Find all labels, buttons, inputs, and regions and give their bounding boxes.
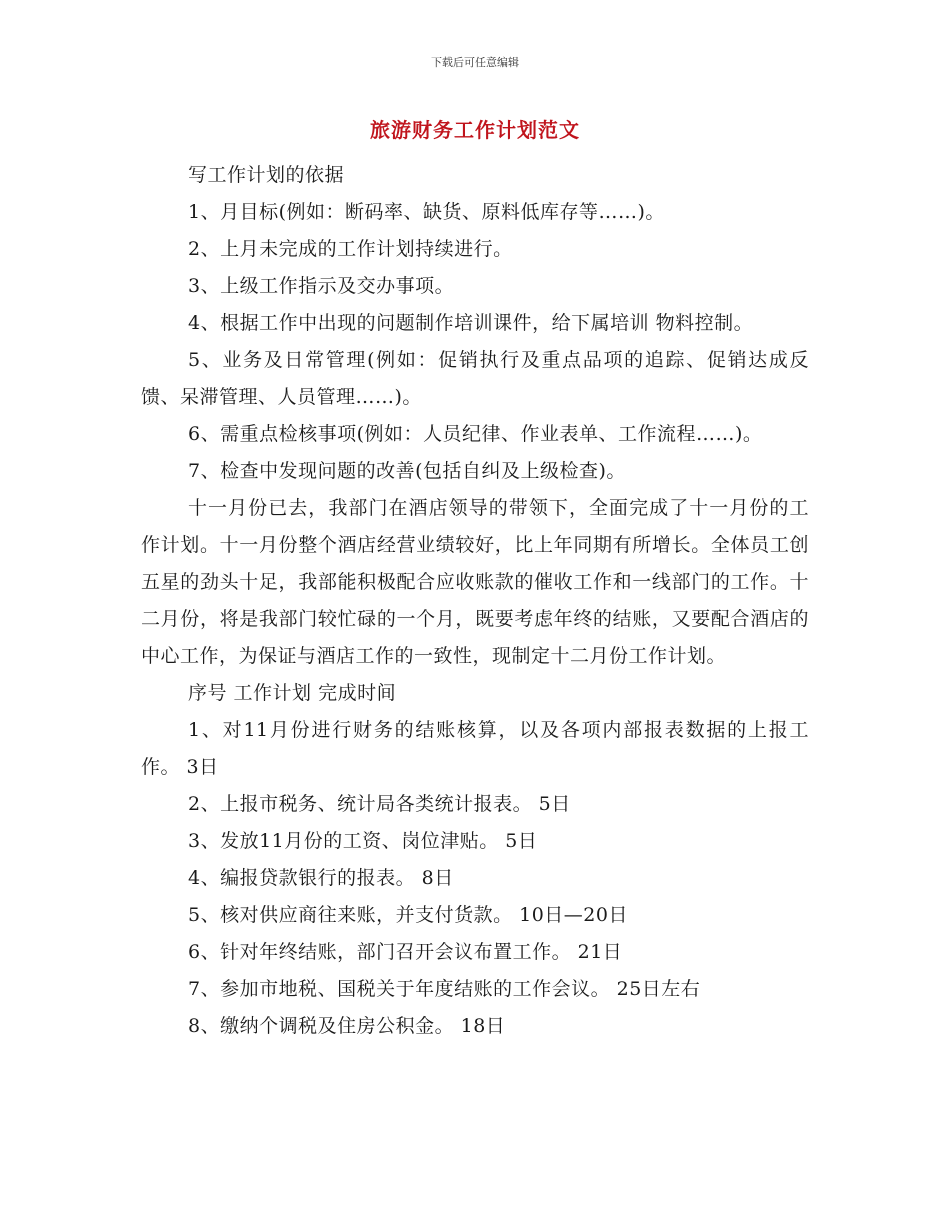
plan-item-6: 6、针对年终结账，部门召开会议布置工作。 21日 [188,941,623,963]
plan-item-2: 2、上报市税务、统计局各类统计报表。 5日 [188,793,571,815]
plan-item-5: 5、核对供应商往来账，并支付货款。 10日—20日 [188,904,628,926]
paragraph-basis-heading: 写工作计划的依据 [188,164,345,186]
paragraph-item-7: 7、检查中发现问题的改善(包括自纠及上级检查)。 [188,460,626,482]
paragraph-item-5: 5、业务及日常管理(例如：促销执行及重点品项的追踪、促销达成反馈、呆滞管理、人员管理……)。 [141,349,809,408]
paragraph-item-6: 6、需重点检核事项(例如：人员纪律、作业表单、工作流程……)。 [188,423,763,445]
plan-item-3: 3、发放11月份的工资、岗位津贴。 5日 [188,830,538,852]
document-body [141,157,809,1045]
paragraph-item-3: 3、上级工作指示及交办事项。 [188,275,455,297]
paragraph-item-1: 1、月目标(例如：断码率、缺货、原料低库存等……)。 [188,201,665,223]
paragraph-item-2: 2、上月未完成的工作计划持续进行。 [188,238,513,260]
plan-item-7: 7、参加市地税、国税关于年度结账的工作会议。 25日左右 [188,978,701,1000]
document-title: 旅游财务工作计划范文 [370,118,580,142]
header-note: 下载后可任意编辑 [431,56,519,69]
paragraph-summary: 十一月份已去，我部门在酒店领导的带领下，全面完成了十一月份的工作计划。十一月份整个酒店经营业绩较好，比上年同期有所增长。全体员工创五星的劲头十足，我部能积极配合应收账款的催收工作和一线部门的工作。十二月份，将是我部门较忙碌的一个月，既要考虑年终的结账，又要配合酒店的中心工作，为保证与酒店工作的一致性，现制定十二月份工作计划。 [141,497,809,667]
plan-item-8: 8、缴纳个调税及住房公积金。 18日 [188,1015,506,1037]
paragraph-item-4: 4、根据工作中出现的问题制作培训课件，给下属培训 物料控制。 [188,312,754,334]
plan-item-4: 4、编报贷款银行的报表。 8日 [188,867,454,889]
plan-item-1: 1、对11月份进行财务的结账核算，以及各项内部报表数据的上报工作。 3日 [141,719,809,778]
plan-table-header: 序号 工作计划 完成时间 [188,682,397,704]
